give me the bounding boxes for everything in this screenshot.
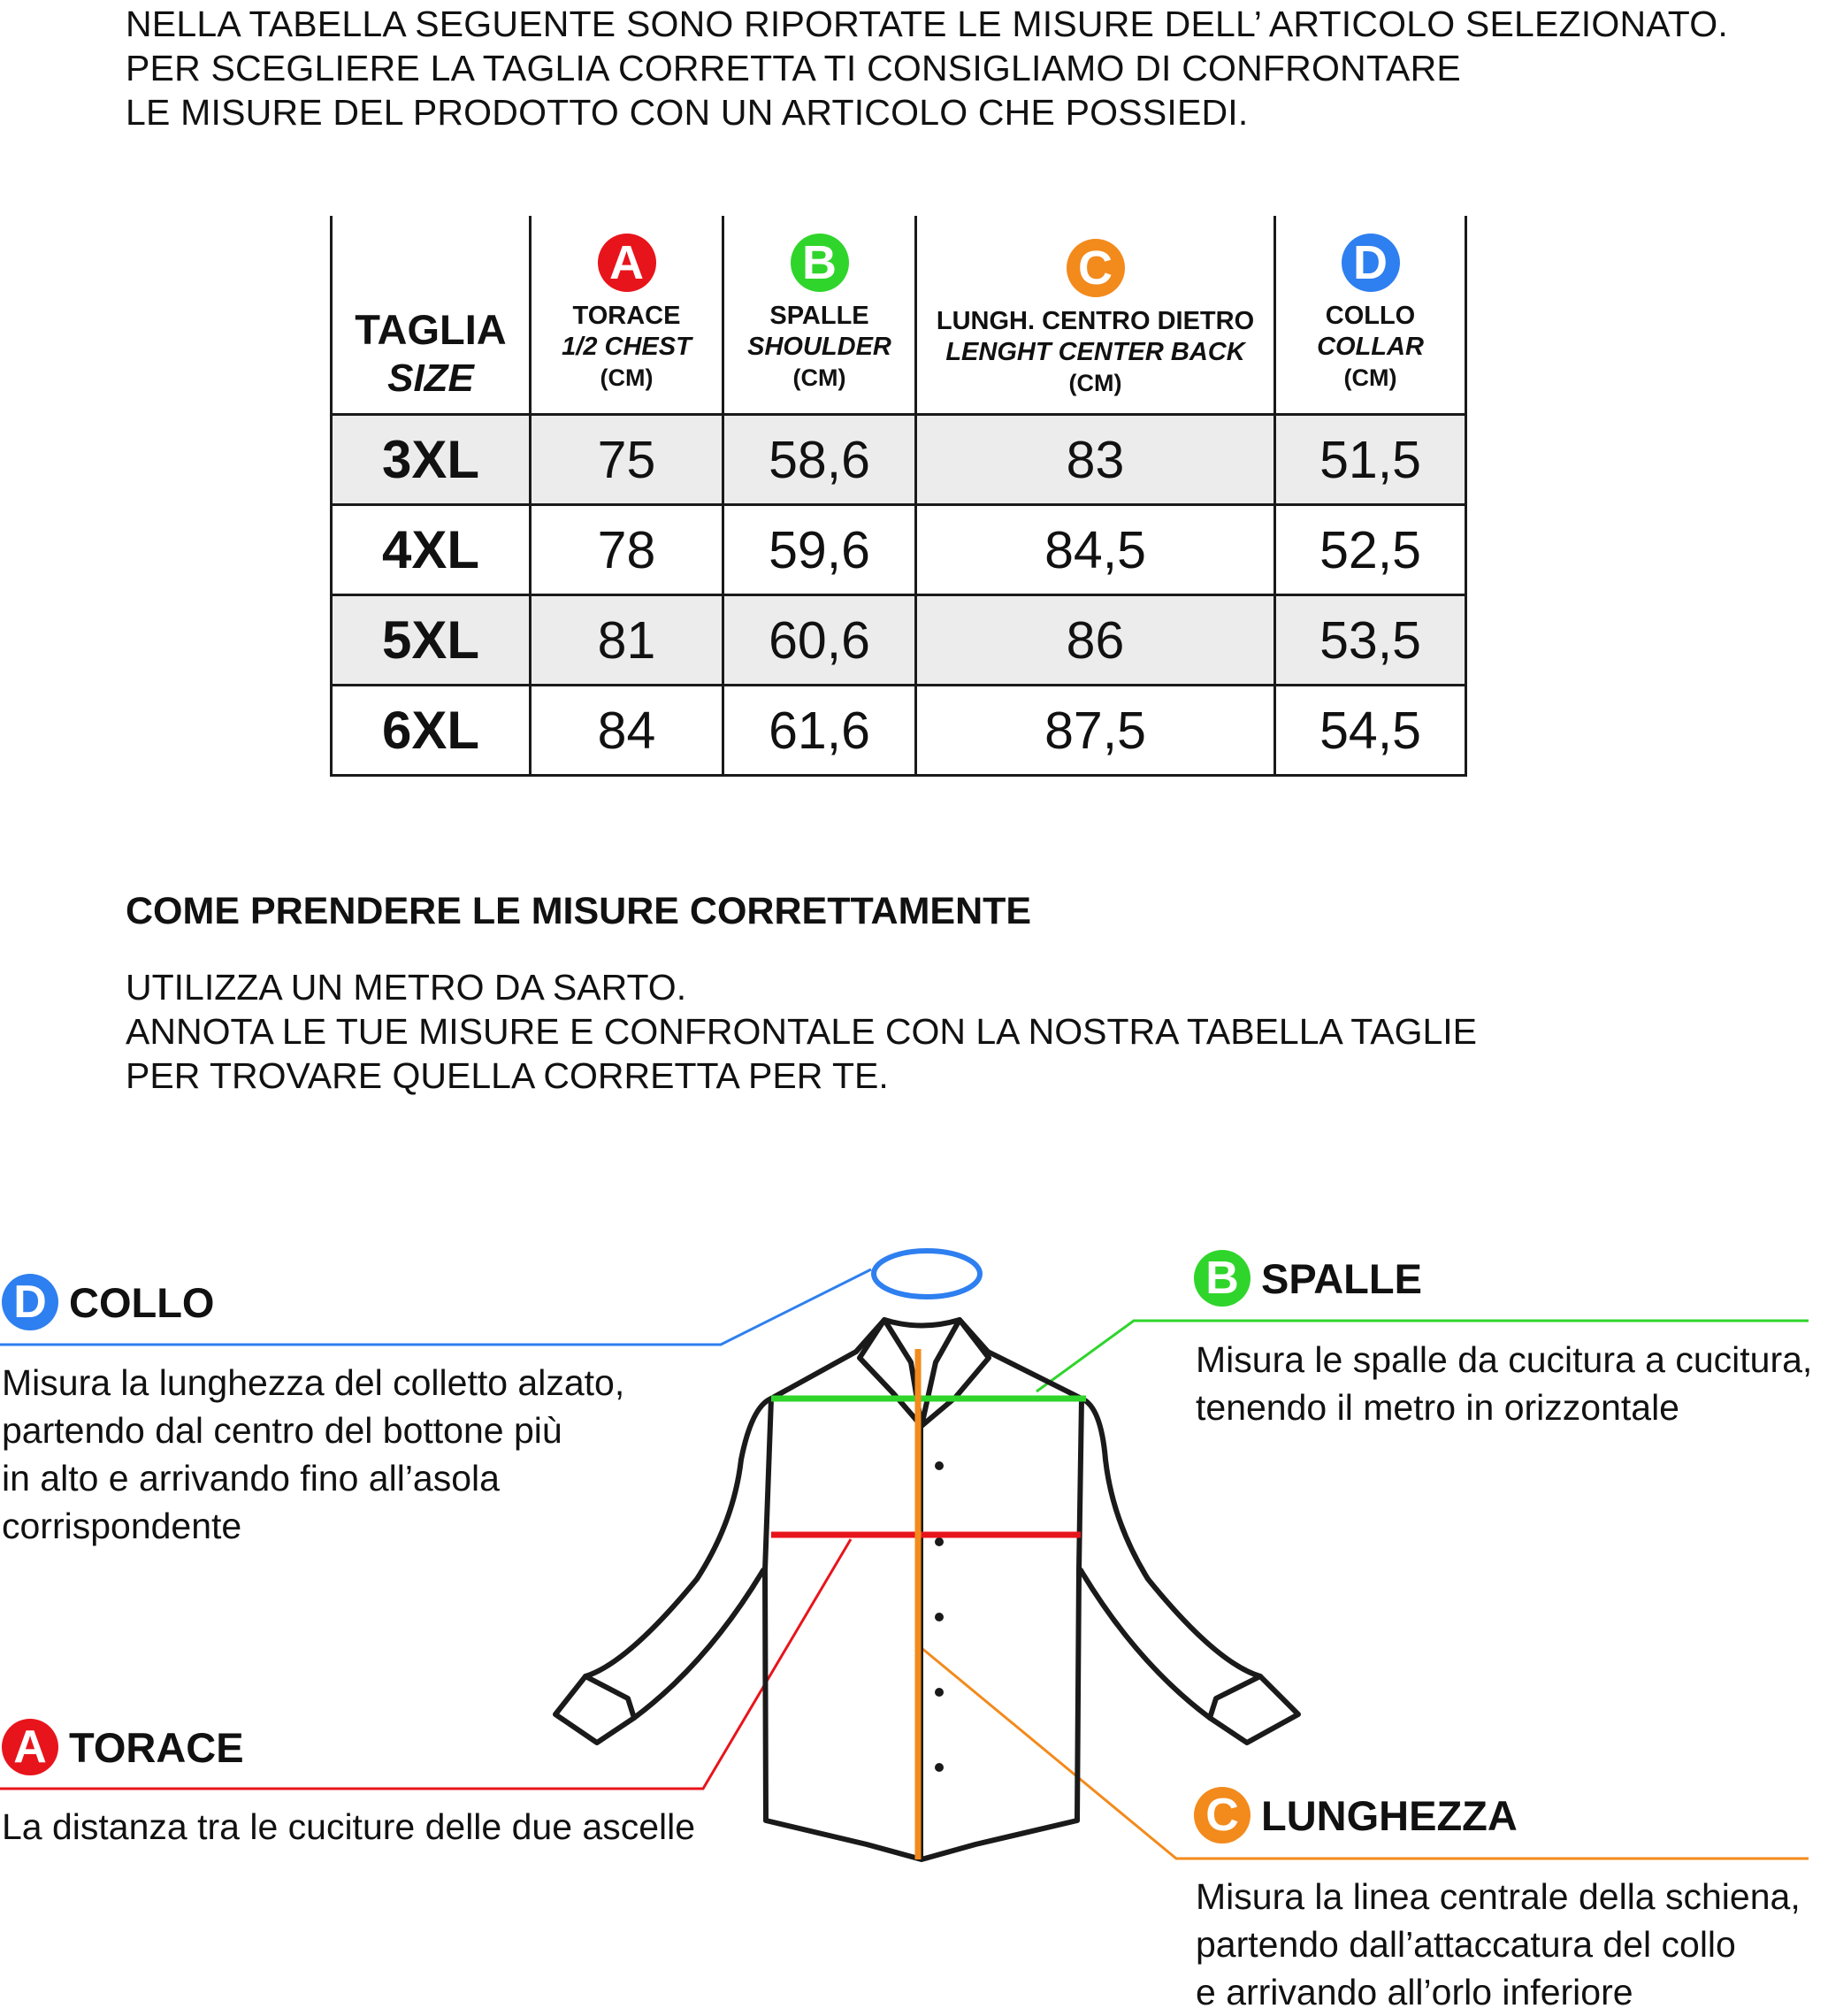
callout-line: in alto e arrivando fino all’asola [2,1458,500,1499]
cell-value: 51,5 [1275,415,1466,505]
callout-line: partendo dal centro del bottone più [2,1410,562,1451]
callout-torace-title [2,1719,244,1775]
header-size-main: TAGLIA [355,306,507,353]
cell-value: 52,5 [1275,505,1466,595]
right-cuff [1210,1676,1260,1718]
button-dot [935,1763,944,1772]
cell-value: 61,6 [723,686,916,776]
callout-line: e arrivando all’orlo inferiore [1196,1972,1633,2012]
cell-value: 81 [531,595,723,686]
how-to-measure-title: COME PRENDERE LE MISURE CORRETTAMENTE [126,890,1032,932]
callout-spalle-text [1196,1336,1812,1431]
cell-value: 75 [531,415,723,505]
header-main: TORACE [572,302,681,330]
intro-line: LE MISURE DEL PRODOTTO CON UN ARTICOLO CHE POSSIEDI. [126,92,1249,133]
callout-line: Misura la lunghezza del colletto alzato, [2,1362,625,1403]
callout-line: Misura le spalle da cucitura a cucitura, [1196,1339,1813,1380]
header-size-sub: SIZE [387,356,474,400]
header-main: SPALLE [769,302,869,330]
cell-size: 6XL [332,686,531,776]
how-line: ANNOTA LE TUE MISURE E CONFRONTALE CON LA NOSTRA TABELLA TAGLIE [126,1011,1478,1052]
badge-d-icon: D [2,1274,58,1330]
cell-value: 84,5 [916,505,1275,595]
header-unit: (CM) [600,364,654,391]
callout-line: partendo dall’attaccatura del collo [1196,1924,1736,1965]
badge-c-icon: C [1067,239,1125,297]
header-sub: COLLAR [1317,333,1424,361]
header-sub: 1/2 CHEST [562,333,692,361]
cell-value: 87,5 [916,686,1275,776]
cell-value: 54,5 [1275,686,1466,776]
badge-a-icon: A [2,1719,58,1775]
cell-value: 84 [531,686,723,776]
callout-title-label: TORACE [69,1723,244,1771]
cell-value: 60,6 [723,595,916,686]
badge-b-icon: B [1194,1250,1251,1307]
cell-size: 5XL [332,595,531,686]
collar-measure-ring [874,1251,980,1297]
callout-lunghezza-text [1196,1873,1801,2016]
intro-line: PER SCEGLIERE LA TAGLIA CORRETTA TI CONSIGLIAMO DI CONFRONTARE [126,48,1461,88]
cell-value: 86 [916,595,1275,686]
left-cuff [585,1676,634,1718]
cell-value: 83 [916,415,1275,505]
button-dot [935,1537,944,1546]
cell-value: 78 [531,505,723,595]
callout-torace-text [2,1803,695,1851]
callout-title-label: LUNGHEZZA [1261,1791,1518,1839]
callout-collo-title [2,1274,214,1330]
callout-lunghezza-title [1194,1787,1518,1844]
badge-b-icon: B [791,234,849,292]
badge-a-icon: A [598,234,656,292]
cell-value: 53,5 [1275,595,1466,686]
callout-title-label: SPALLE [1261,1254,1422,1302]
header-unit: (CM) [792,364,846,391]
button-dot [935,1613,944,1621]
badge-c-icon: C [1194,1787,1251,1844]
cell-value: 59,6 [723,505,916,595]
collar-band [884,1320,960,1326]
header-unit: (CM) [1068,370,1122,396]
right-sleeve [1081,1399,1298,1743]
how-line: UTILIZZA UN METRO DA SARTO. [126,967,687,1008]
cell-size: 4XL [332,505,531,595]
cell-size: 3XL [332,415,531,505]
button-dot [935,1461,944,1470]
header-unit: (CM) [1343,364,1397,391]
header-sub: SHOULDER [747,333,891,361]
right-collar [922,1320,989,1426]
callout-line: corrispondente [2,1506,242,1546]
header-main: LUNGH. CENTRO DIETRO [936,307,1255,335]
callout-line: tenendo il metro in orizzontale [1196,1387,1679,1428]
callout-title-label: COLLO [69,1278,215,1326]
shirt-buttons [935,1461,944,1772]
badge-d-icon: D [1342,234,1400,292]
cell-value: 58,6 [723,415,916,505]
callout-line: Misura la linea centrale della schiena, [1196,1876,1801,1917]
header-main: COLLO [1325,302,1416,330]
callout-line: La distanza tra le cuciture delle due ascelle [2,1806,696,1847]
callout-collo-text [2,1359,624,1550]
how-line: PER TROVARE QUELLA CORRETTA PER TE. [126,1055,889,1096]
header-sub: LENGHT CENTER BACK [945,338,1245,366]
button-dot [935,1688,944,1697]
intro-line: NELLA TABELLA SEGUENTE SONO RIPORTATE LE MISURE DELL’ ARTICOLO SELEZIONATO. [126,4,1728,44]
callout-spalle-title [1194,1250,1422,1307]
